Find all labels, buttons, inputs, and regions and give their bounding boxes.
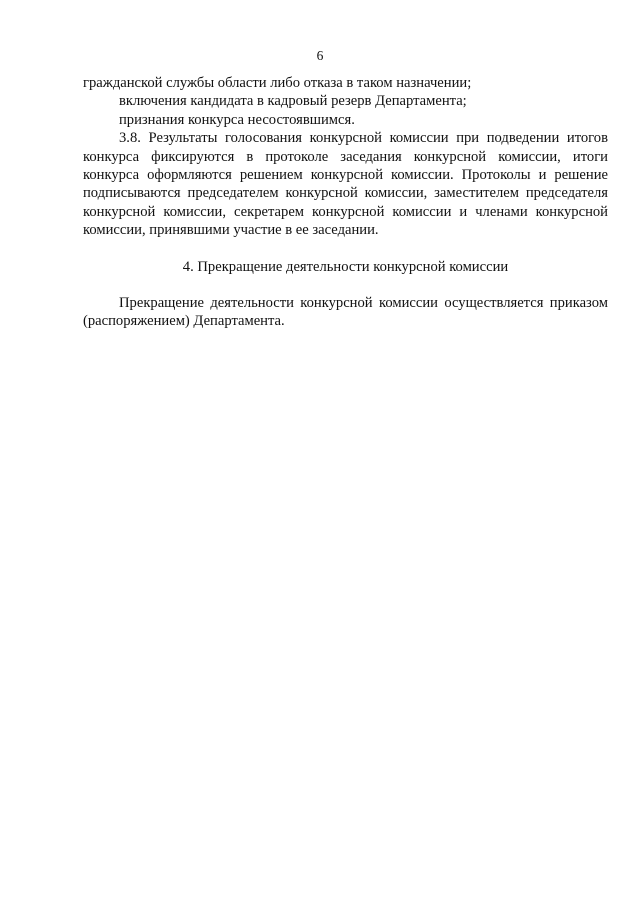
section-4-heading: 4. Прекращение деятельности конкурсной комиссии <box>182 258 509 275</box>
document-body <box>83 74 608 331</box>
paragraph-personnel-reserve: включения кандидата в кадровый резерв Департамента; <box>119 93 467 110</box>
paragraph-civil-service-appointment: гражданской службы области либо отказа в таком назначении; <box>83 75 472 91</box>
paragraph-commission-termination: Прекращение деятельности конкурсной комиссии осуществляется приказом (распоряжением) Департамента. <box>83 295 608 330</box>
paragraph-contest-failed: признания конкурса несостоявшимся. <box>119 111 355 128</box>
paragraph-voting-results: 3.8. Результаты голосования конкурсной комиссии при подведении итогов конкурса фиксируются в протоколе заседания конкурсной комиссии, итоги конкурса оформляются решением конкурсной комиссии. Протоколы и решение подписываются председателем конкурсной комиссии, заместителем председателя конкурсной комиссии, секретарем конкурсной комиссии и членами конкурсной комиссии, принявшими участие в ее заседании. <box>83 130 608 239</box>
page-number: 6 <box>316 48 324 63</box>
